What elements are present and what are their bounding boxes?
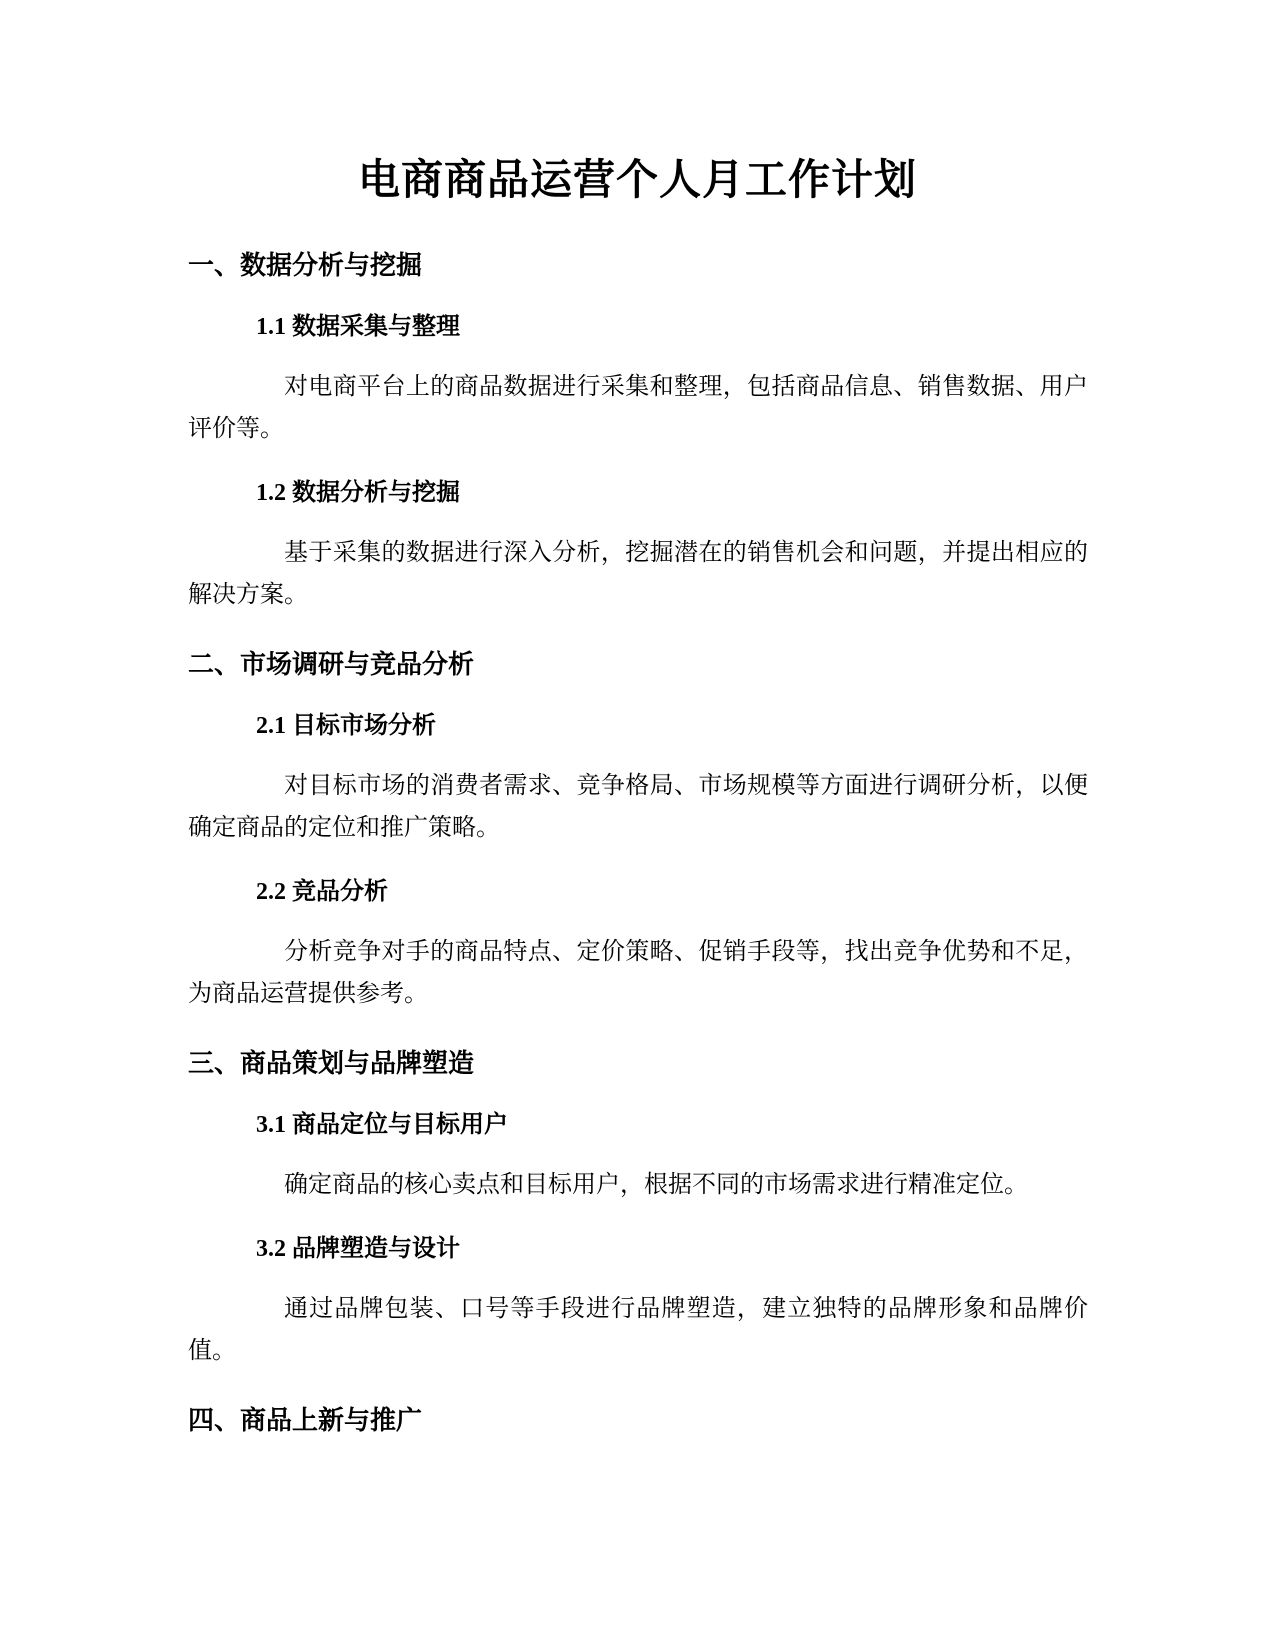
subsection-heading: 1.2 数据分析与挖掘 [256, 480, 460, 506]
section-3 [188, 1033, 1088, 1390]
document-body [188, 235, 1088, 1457]
section-heading: 二、市场调研与竞品分析 [188, 650, 475, 680]
subsection-heading: 1.1 数据采集与整理 [256, 314, 460, 340]
paragraph: 对电商平台上的商品数据进行采集和整理，包括商品信息、销售数据、用户评价等。 [188, 374, 1088, 442]
subsection-heading: 2.1 目标市场分析 [256, 713, 436, 739]
section-heading: 一、数据分析与挖掘 [188, 251, 423, 281]
paragraph: 基于采集的数据进行深入分析，挖掘潜在的销售机会和问题，并提出相应的解决方案。 [188, 540, 1088, 608]
paragraph: 确定商品的核心卖点和目标用户，根据不同的市场需求进行精准定位。 [284, 1172, 1028, 1198]
section-heading: 四、商品上新与推广 [188, 1406, 423, 1436]
section-heading: 三、商品策划与品牌塑造 [188, 1049, 475, 1079]
section-4 [188, 1390, 1088, 1457]
document-title: 电商商品运营个人月工作计划 [357, 155, 917, 204]
section-2 [188, 634, 1088, 1033]
paragraph: 分析竞争对手的商品特点、定价策略、促销手段等，找出竞争优势和不足，为商品运营提供参考。 [188, 939, 1088, 1007]
paragraph: 对目标市场的消费者需求、竞争格局、市场规模等方面进行调研分析，以便确定商品的定位和推广策略。 [188, 773, 1088, 841]
paragraph: 通过品牌包装、口号等手段进行品牌塑造，建立独特的品牌形象和品牌价值。 [188, 1296, 1088, 1364]
section-1 [188, 235, 1088, 634]
subsection-heading: 3.2 品牌塑造与设计 [256, 1236, 460, 1262]
subsection-heading: 2.2 竞品分析 [256, 879, 388, 905]
subsection-heading: 3.1 商品定位与目标用户 [256, 1112, 508, 1138]
